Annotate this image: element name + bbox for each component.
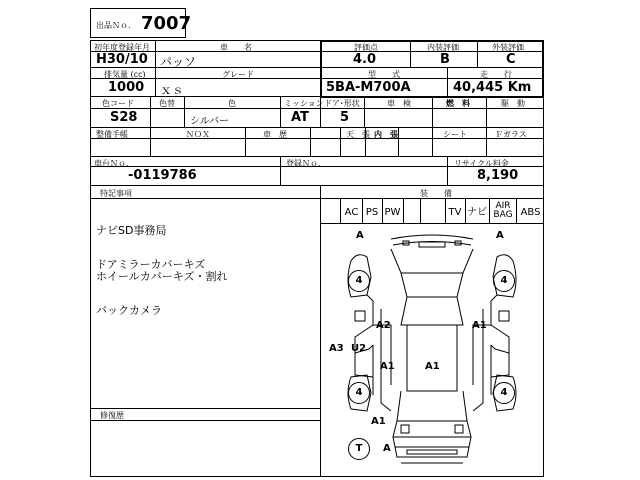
mission-label: ミッション	[284, 99, 324, 108]
recycle-label: リサイクル料金	[454, 159, 509, 168]
mission-value: AT	[291, 110, 309, 125]
car-name-label: 車 名	[220, 43, 252, 52]
service-book-label: 整備手帳	[96, 130, 128, 139]
exterior-value: C	[506, 52, 516, 67]
door-shape-value: 5	[340, 110, 350, 125]
chassis-no-value: -0119786	[128, 168, 197, 183]
mark-wheel-rl: 4	[348, 382, 370, 404]
displacement-label: 排気量 (cc)	[104, 70, 146, 79]
mark-front-right: A	[496, 230, 504, 241]
equip-abs: ABS	[520, 207, 541, 218]
note-line-1: ナビSD事務局	[96, 224, 167, 237]
mark-roof-a1: A1	[425, 361, 440, 372]
mark-left-lower: A1	[380, 361, 395, 372]
mark-wheel-fr: 4	[493, 270, 515, 292]
equipment-label: 装 備	[420, 189, 452, 198]
note-line-4: バックカメラ	[96, 304, 162, 317]
mark-wheel-rr: 4	[493, 382, 515, 404]
reg-no-label: 登録Ｎｏ．	[286, 159, 326, 168]
mark-wheel-fl: 4	[348, 270, 370, 292]
equip-airbag: AIR BAG	[493, 201, 513, 220]
grade-label: グレード	[222, 70, 254, 79]
mark-right-door: A1	[472, 320, 487, 331]
score-value: 4.0	[353, 52, 377, 67]
glass-label: Ｆガラス	[495, 130, 527, 139]
lot-label: 出品Ｎｏ．	[96, 21, 136, 30]
mark-tail-a: A	[383, 443, 391, 454]
mark-left-door: A2	[376, 320, 391, 331]
mileage-value: 40,445 Km	[453, 80, 532, 95]
equip-ac: AC	[344, 207, 359, 218]
model-value: 5BA-M700A	[326, 80, 411, 95]
first-reg-value: H30/10	[96, 52, 148, 67]
exterior-label: 外装評価	[492, 43, 524, 52]
score-label: 評価点	[354, 43, 378, 52]
repair-history-label: 修復歴	[100, 411, 124, 420]
door-shape-label: ドア･形状	[324, 99, 360, 108]
history-label: 車 歴	[263, 130, 287, 139]
mark-side-u2: U2	[351, 343, 367, 354]
car-name-value: パッソ	[160, 55, 197, 69]
model-label: 型 式	[368, 70, 400, 79]
interior-label: 内装評価	[427, 43, 459, 52]
interior-trim-label: 内 張	[374, 130, 398, 139]
mark-side-a3: A3	[329, 343, 344, 354]
nox-label: ＮＯＸ	[186, 130, 210, 139]
equip-tv: TV	[448, 207, 462, 218]
note-line-3: ホイールカバーキズ・割れ	[96, 270, 228, 283]
mark-tail-t: T	[348, 438, 370, 460]
color-code-label: 色コード	[102, 99, 134, 108]
chassis-no-label: 車台Ｎｏ．	[94, 159, 134, 168]
grade-value: ｘｓ	[160, 83, 185, 97]
lot-box	[90, 8, 192, 38]
drive-label: 駆 動	[501, 99, 525, 108]
special-notes-label: 特記事項	[100, 189, 132, 198]
seat-label: シート	[443, 130, 467, 139]
mark-front-left: A	[356, 230, 364, 241]
interior-value: B	[440, 52, 450, 67]
first-reg-label: 初年度登録年月	[94, 43, 150, 52]
inspection-label: 車 検	[387, 99, 411, 108]
note-line-2: ドアミラーカバーキズ	[96, 258, 206, 271]
color-code-value: S28	[110, 110, 138, 125]
mileage-label: 走 行	[480, 70, 512, 79]
mark-rear-a1: A1	[371, 416, 386, 427]
equip-ps: PS	[365, 207, 379, 218]
equip-navi: ナビ	[467, 207, 487, 218]
color-label: 色	[228, 99, 236, 108]
fuel-label: 燃 料	[446, 99, 470, 108]
equip-pw: PW	[384, 207, 401, 218]
recycle-value: 8,190	[477, 168, 519, 183]
color-value: シルバー	[190, 116, 230, 127]
color-change-label: 色替	[159, 99, 175, 108]
lot-number: 7007	[141, 13, 192, 34]
displacement-value: 1000	[108, 80, 145, 95]
roof-label: 天 張	[346, 130, 370, 139]
